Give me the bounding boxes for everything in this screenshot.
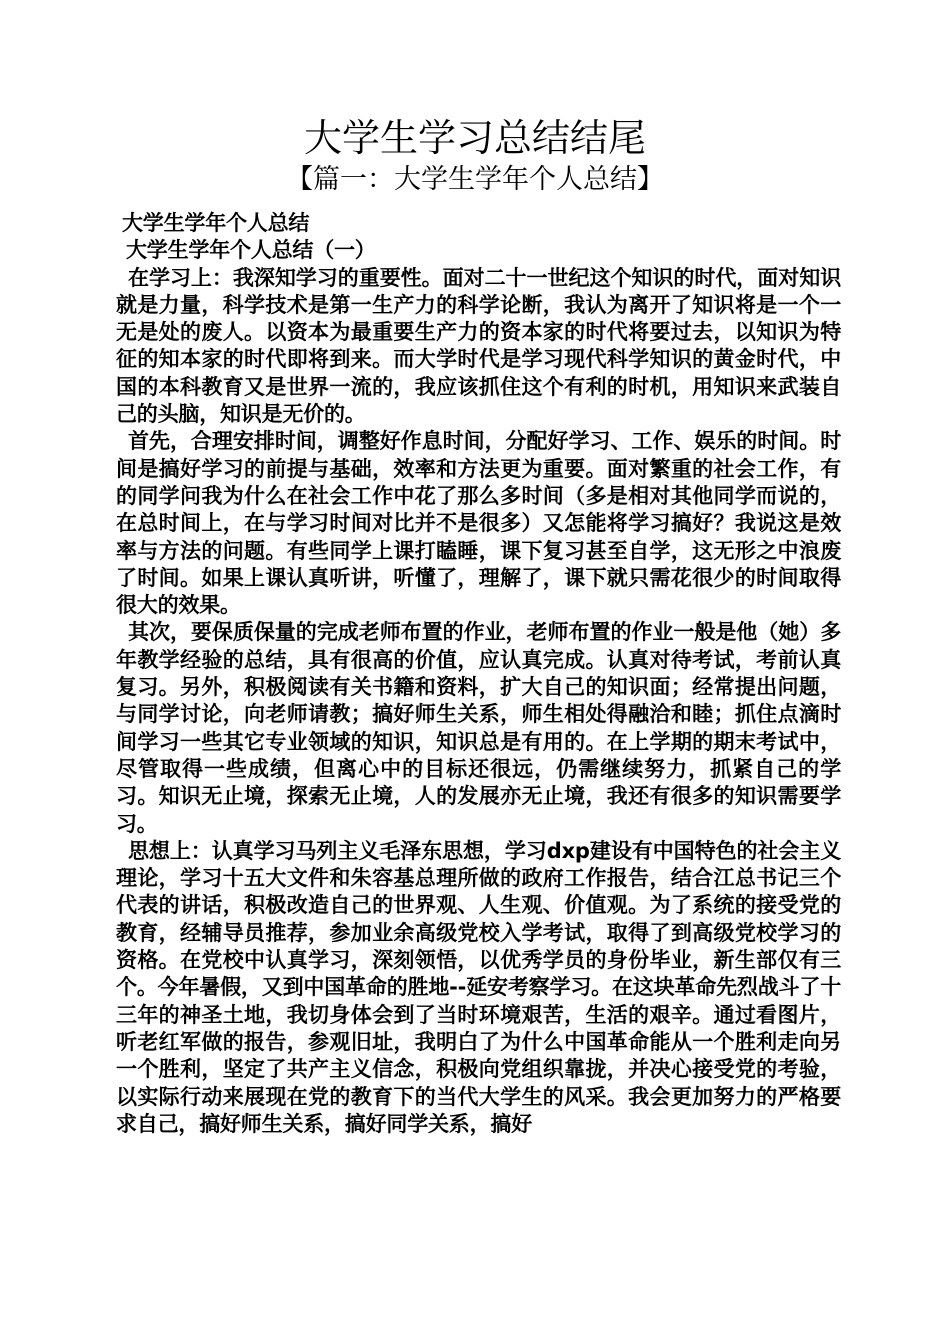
document-body [116, 210, 841, 1138]
subsection-heading: 大学生学年个人总结（一） [126, 238, 376, 263]
paragraph-homework: 其次，要保质保量的完成老师布置的作业，老师布置的作业一般是他（她）多年教学经验的总结，具有很高的价值，应认真完成。认真对待考试，考前认真复习。另外，积极阅读有关书籍和资料，扩大自己的知识面；经常提出问题，与同学讨论，向老师请教；搞好师生关系，师生相处得融洽和睦；抓住点滴时间学习一些其它专业领域的知识，知识总是有用的。在上学期的期末考试中，尽管取得一些成绩，但离心中的目标还很远，仍需继续努力，抓紧自己的学习。知识无止境，探索无止境，人的发展亦无止境，我还有很多的知识需要学习。 [116, 620, 841, 836]
paragraph-time-management: 首先，合理安排时间，调整好作息时间，分配好学习、工作、娱乐的时间。时间是搞好学习的前提与基础，效率和方法更为重要。面对繁重的社会工作，有的同学问我为什么在社会工作中花了那么多时间（多是相对其他同学而说的，在总时间上，在与学习时间对比并不是很多）又怎能将学习搞好？我说这是效率与方法的问题。有些同学上课打瞌睡，课下复习甚至自学，这无形之中浪废了时间。如果上课认真听讲，听懂了，理解了，课下就只需花很少的时间取得很大的效果。 [116, 429, 841, 618]
section-heading: 大学生学年个人总结 [122, 211, 310, 235]
paragraph-ideology: 思想上：认真学习马列主义毛泽东思想，学习dxp建设有中国特色的社会主义理论，学习十五大文件和朱容基总理所做的政府工作报告，结合江总书记三个代表的讲话，积极改造自己的世界观、人生观、价值观。为了系统的接受党的教育，经辅导员推荐，参加业余高级党校入学考试，取得了到高级党校学习的资格。在党校中认真学习，深刻领悟，以优秀学员的身份毕业，新生部仅有三个。今年暑假，又到中国革命的胜地--延安考察学习。在这块革命先烈战斗了十三年的神圣土地，我切身体会到了当时环境艰苦，生活的艰辛。通过看图片，听老红军做的报告，参观旧址，我明白了为什么中国革命能从一个胜利走向另一个胜利，坚定了共产主义信念，积极向党组织靠拢，并决心接受党的考验，以实际行动来展现在党的教育下的当代大学生的风采。我会更加努力的严格要求自己，搞好师生关系，搞好同学关系，搞好 [116, 838, 841, 1136]
paragraph-study: 在学习上：我深知学习的重要性。面对二十一世纪这个知识的时代，面对知识就是力量，科学技术是第一生产力的科学论断，我认为离开了知识将是一个一无是处的废人。以资本为最重要生产力的资本家的时代将要过去，以知识为特征的知本家的时代即将到来。而大学时代是学习现代科学知识的黄金时代，中国的本科教育又是世界一流的，我应该抓住这个有利的时机，用知识来武装自己的头脑，知识是无价的。 [116, 265, 841, 427]
document-title: 大学生学习总结结尾 [303, 116, 646, 160]
document-subtitle: 【篇一：大学生学年个人总结】 [286, 164, 664, 195]
